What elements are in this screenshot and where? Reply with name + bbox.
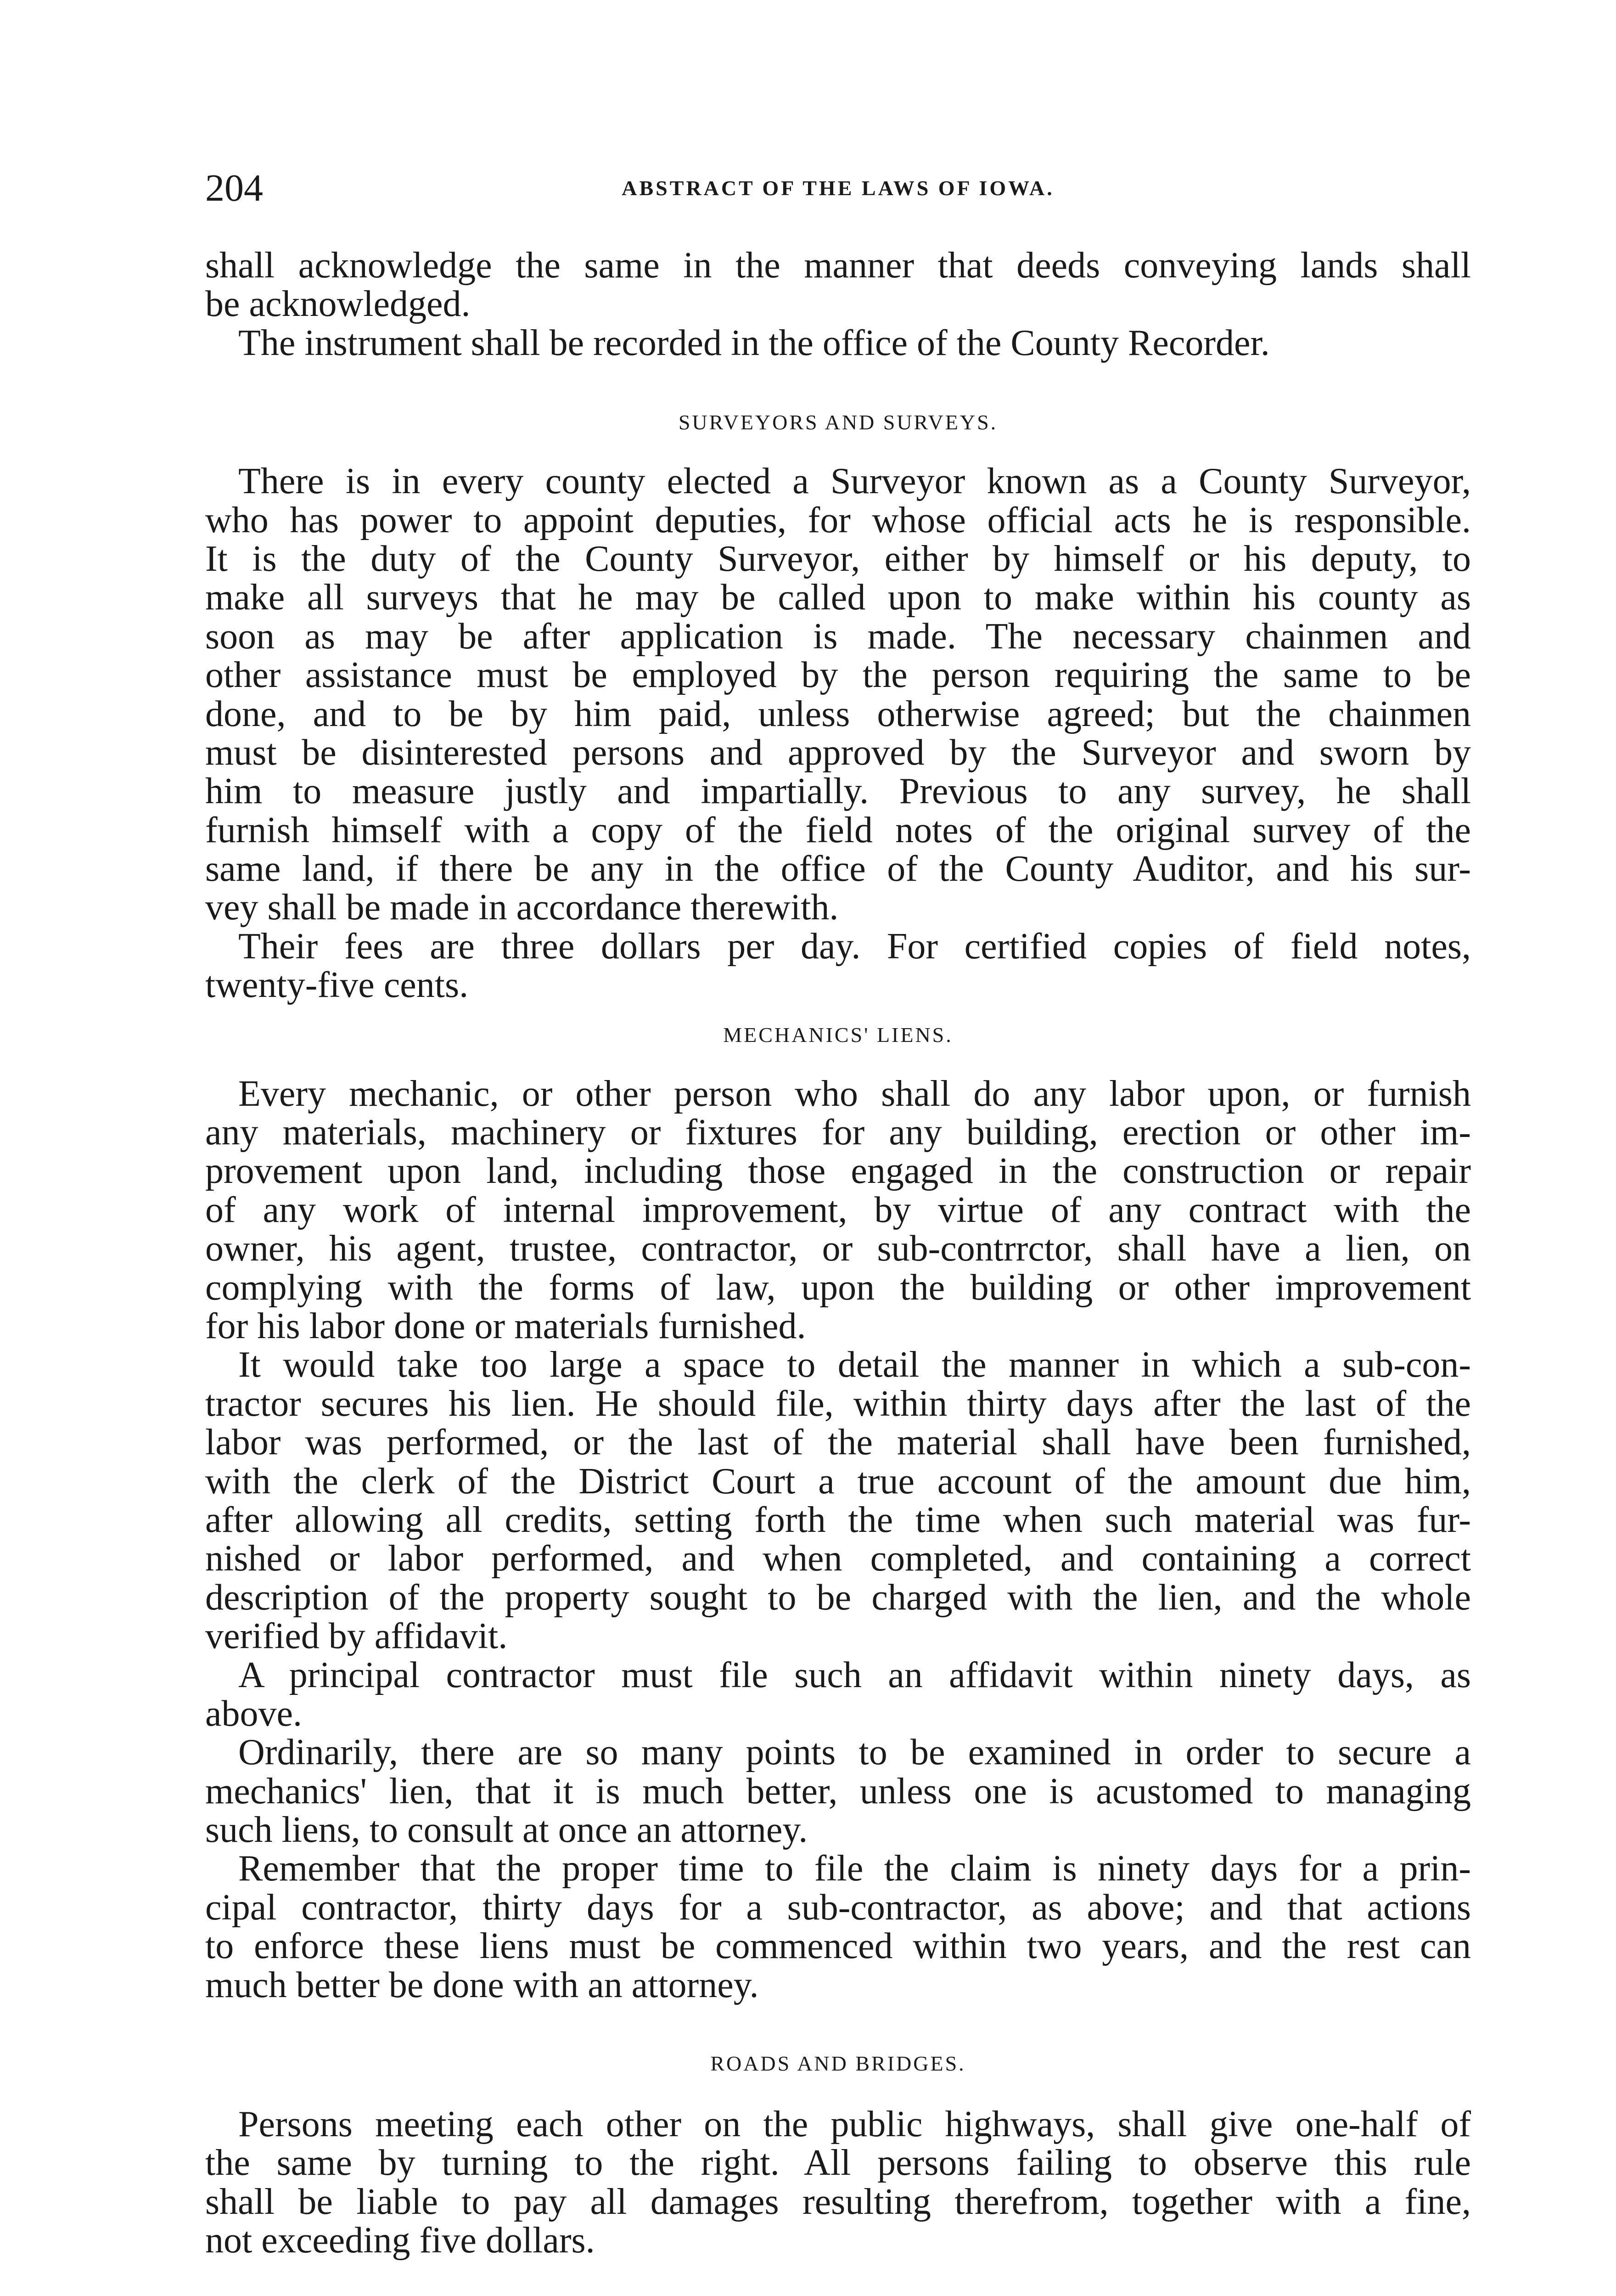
text-line: make all surveys that he may be called upon to make within his county as bbox=[205, 577, 1471, 618]
heading-mechanics-liens: MECHANICS' LIENS. bbox=[723, 1023, 953, 1047]
paragraph bbox=[205, 1345, 1471, 1655]
heading-surveyors: SURVEYORS AND SURVEYS. bbox=[678, 411, 998, 434]
text-line: Every mechanic, or other person who shall do any labor upon, or furnish bbox=[238, 1073, 1471, 1114]
section-surveyors bbox=[205, 462, 1471, 1004]
text-line: provement upon land, including those engaged in the construction or repair bbox=[205, 1151, 1471, 1192]
text-line: cipal contractor, thirty days for a sub-contractor, as above; and that actions bbox=[205, 1887, 1471, 1928]
section-deeds-continuation bbox=[205, 246, 1471, 362]
text-line: the same by turning to the right. All persons failing to observe this rule bbox=[205, 2143, 1471, 2183]
paragraph bbox=[205, 246, 1471, 324]
paragraph bbox=[205, 1075, 1471, 1346]
text-line: mechanics' lien, that it is much better, unless one is acustomed to managing bbox=[205, 1771, 1471, 1812]
text-line: with the clerk of the District Court a true account of the amount due him, bbox=[205, 1461, 1471, 1502]
text-line: owner, his agent, trustee, contractor, or sub-contrrctor, shall have a lien, on bbox=[205, 1228, 1471, 1269]
text-line: shall acknowledge the same in the manner that deeds conveying lands shall bbox=[205, 245, 1471, 286]
text-line: not exceeding five dollars. bbox=[205, 2220, 595, 2261]
paragraph bbox=[205, 324, 1471, 362]
page-number: 204 bbox=[205, 167, 263, 209]
text-line: who has power to appoint deputies, for whose official acts he is responsible. bbox=[205, 500, 1471, 540]
paragraph bbox=[205, 1849, 1471, 2004]
text-line: much better be done with an attorney. bbox=[205, 1964, 759, 2005]
text-line: The instrument shall be recorded in the office of the County Recorder. bbox=[238, 322, 1270, 363]
text-line: Remember that the proper time to file the claim is ninety days for a prin- bbox=[238, 1848, 1471, 1889]
text-line: be acknowledged. bbox=[205, 284, 471, 325]
text-line: above. bbox=[205, 1693, 303, 1734]
running-title: ABSTRACT OF THE LAWS OF IOWA. bbox=[622, 176, 1055, 200]
text-line: It is the duty of the County Surveyor, either by himself or his deputy, to bbox=[205, 538, 1471, 579]
text-line: to enforce these liens must be commenced within two years, and the rest can bbox=[205, 1926, 1471, 1967]
text-line: soon as may be after application is made. The necessary chainmen and bbox=[205, 616, 1471, 657]
text-line: after allowing all credits, setting forth the time when such material was fur- bbox=[205, 1499, 1471, 1540]
paragraph bbox=[205, 1733, 1471, 1849]
text-line: Their fees are three dollars per day. For certified copies of field notes, bbox=[238, 926, 1471, 967]
text-line: verified by affidavit. bbox=[205, 1616, 508, 1657]
text-line: any materials, machinery or fixtures for any building, erection or other im- bbox=[205, 1112, 1471, 1153]
text-line: twenty-five cents. bbox=[205, 965, 469, 1006]
text-line: description of the property sought to be charged with the lien, and the whole bbox=[205, 1577, 1471, 1618]
page-header bbox=[205, 165, 1471, 211]
section-roads-bridges bbox=[205, 2105, 1471, 2260]
paragraph bbox=[205, 462, 1471, 927]
text-line: of any work of internal improvement, by virtue of any contract with the bbox=[205, 1189, 1471, 1230]
text-line: furnish himself with a copy of the field notes of the original survey of the bbox=[205, 810, 1471, 850]
heading-roads-bridges: ROADS AND BRIDGES. bbox=[710, 2052, 966, 2076]
text-line: There is in every county elected a Surveyor known as a County Surveyor, bbox=[238, 461, 1471, 502]
text-line: for his labor done or materials furnished. bbox=[205, 1306, 806, 1346]
paragraph bbox=[205, 927, 1471, 1005]
text-line: tractor secures his lien. He should file, within thirty days after the last of the bbox=[205, 1383, 1471, 1424]
section-mechanics-liens bbox=[205, 1075, 1471, 2004]
text-line: A principal contractor must file such an affidavit within ninety days, as bbox=[238, 1654, 1471, 1695]
text-line: labor was performed, or the last of the material shall have been furnished, bbox=[205, 1422, 1471, 1463]
paragraph bbox=[205, 1656, 1471, 1733]
text-line: vey shall be made in accordance therewith. bbox=[205, 887, 839, 928]
text-line: him to measure justly and impartially. Previous to any survey, he shall bbox=[205, 771, 1471, 812]
text-line: must be disinterested persons and approved by the Surveyor and sworn by bbox=[205, 732, 1471, 773]
paragraph bbox=[205, 2105, 1471, 2260]
text-line: Ordinarily, there are so many points to be examined in order to secure a bbox=[238, 1732, 1471, 1773]
text-line: done, and to be by him paid, unless otherwise agreed; but the chainmen bbox=[205, 693, 1471, 734]
text-line: Persons meeting each other on the public highways, shall give one-half of bbox=[238, 2104, 1471, 2145]
text-line: such liens, to consult at once an attorney. bbox=[205, 1810, 808, 1851]
text-line: same land, if there be any in the office of the County Auditor, and his sur- bbox=[205, 849, 1471, 889]
text-line: It would take too large a space to detail the manner in which a sub-con- bbox=[238, 1345, 1471, 1385]
text-line: complying with the forms of law, upon the building or other improvement bbox=[205, 1267, 1471, 1308]
text-line: other assistance must be employed by the person requiring the same to be bbox=[205, 655, 1471, 696]
text-line: nished or labor performed, and when completed, and containing a correct bbox=[205, 1538, 1471, 1579]
text-line: shall be liable to pay all damages resulting therefrom, together with a fine, bbox=[205, 2181, 1471, 2222]
